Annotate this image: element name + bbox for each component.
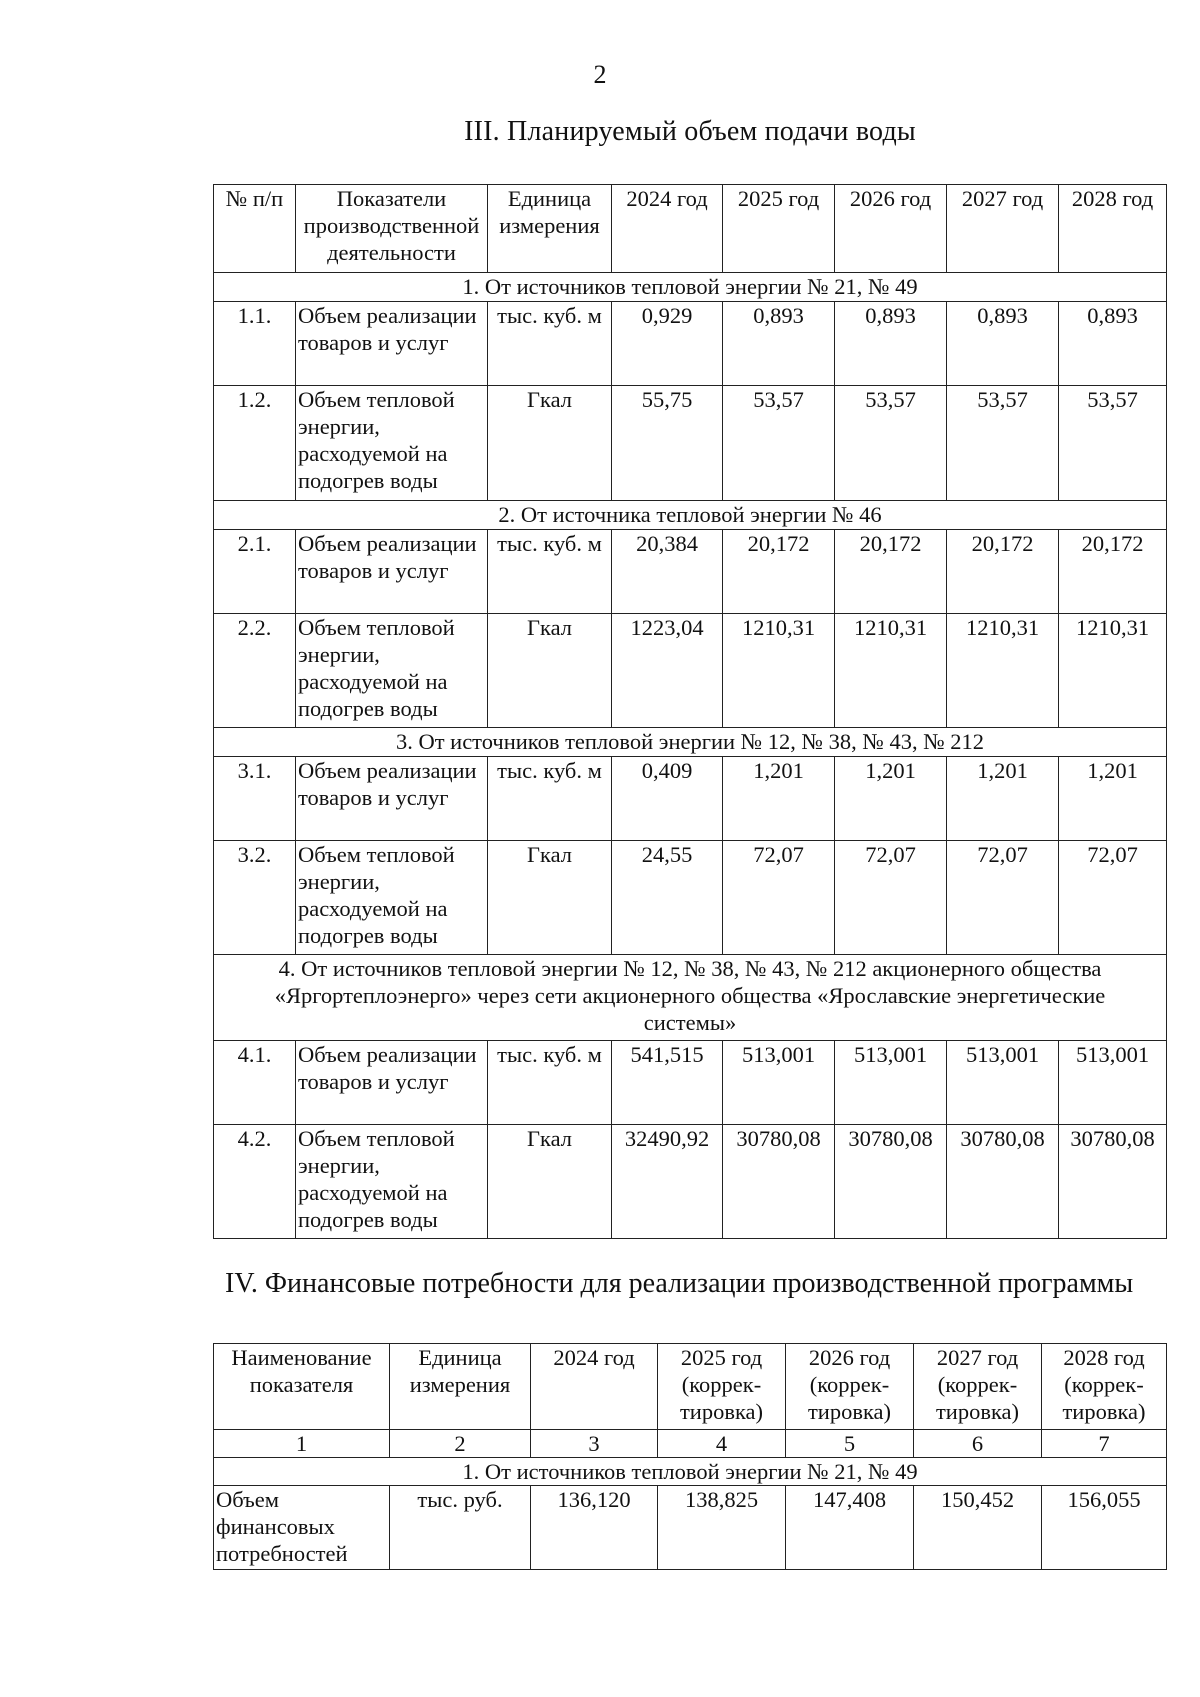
table-header-row	[214, 185, 1167, 273]
value-cell: 513,001	[1059, 1041, 1167, 1125]
value-cell: 53,57	[723, 386, 835, 501]
row-unit: тыс. куб. м	[488, 757, 612, 841]
value-cell: 72,07	[1059, 841, 1167, 955]
group-title: 1. От источников тепловой энергии № 21, № 49	[214, 273, 1167, 302]
value-cell: 30780,08	[835, 1125, 947, 1239]
row-indicator: Объем реализации товаров и услуг	[296, 757, 488, 841]
group-title-row	[214, 501, 1167, 530]
column-number-row	[214, 1430, 1167, 1458]
header-year: 2028 год (коррек-тировка)	[1042, 1344, 1167, 1430]
table-row	[214, 530, 1167, 614]
value-cell: 1,201	[835, 757, 947, 841]
row-indicator: Объем тепловой энергии, расходуемой на подогрев воды	[296, 1125, 488, 1239]
table-row	[214, 757, 1167, 841]
row-unit: Гкал	[488, 1125, 612, 1239]
row-indicator: Объем реализации товаров и услуг	[296, 1041, 488, 1125]
header-year: 2026 год	[835, 185, 947, 273]
table-row	[214, 386, 1167, 501]
value-cell: 150,452	[914, 1486, 1042, 1570]
value-cell: 541,515	[612, 1041, 723, 1125]
group-title: 1. От источников тепловой энергии № 21, № 49	[214, 1458, 1167, 1486]
row-indicator: Объем тепловой энергии, расходуемой на подогрев воды	[296, 614, 488, 728]
section-4-title: IV. Финансовые потребности для реализации производственной программы	[225, 1268, 1134, 1299]
header-year: 2028 год	[1059, 185, 1167, 273]
value-cell: 53,57	[947, 386, 1059, 501]
header-year: 2024 год	[612, 185, 723, 273]
page-number: 2	[593, 60, 607, 89]
group-title-row	[214, 955, 1167, 1041]
value-cell: 1210,31	[947, 614, 1059, 728]
row-unit: тыс. руб.	[390, 1486, 531, 1570]
header-indicator: Показатели производственной деятельности	[296, 185, 488, 273]
value-cell: 147,408	[786, 1486, 914, 1570]
table-row	[214, 1041, 1167, 1125]
row-unit: тыс. куб. м	[488, 530, 612, 614]
table-row	[214, 1125, 1167, 1239]
value-cell: 55,75	[612, 386, 723, 501]
row-number: 2.2.	[214, 614, 296, 728]
group-title: 4. От источников тепловой энергии № 12, № 38, № 43, № 212 акционерного общества «Яргортеплоэнерго» через сети акционерного общества «Ярославские энергетические системы»	[214, 955, 1167, 1041]
column-number: 6	[914, 1430, 1042, 1458]
row-number: 2.1.	[214, 530, 296, 614]
table-row	[214, 302, 1167, 386]
value-cell: 136,120	[531, 1486, 658, 1570]
value-cell: 0,893	[947, 302, 1059, 386]
value-cell: 0,409	[612, 757, 723, 841]
water-supply-table	[213, 184, 1167, 1239]
column-number: 4	[658, 1430, 786, 1458]
value-cell: 72,07	[947, 841, 1059, 955]
value-cell: 53,57	[1059, 386, 1167, 501]
value-cell: 1210,31	[835, 614, 947, 728]
row-indicator: Объем реализации товаров и услуг	[296, 530, 488, 614]
header-year: 2026 год (коррек-тировка)	[786, 1344, 914, 1430]
column-number: 7	[1042, 1430, 1167, 1458]
row-number: 4.2.	[214, 1125, 296, 1239]
value-cell: 53,57	[835, 386, 947, 501]
group-title-row	[214, 273, 1167, 302]
row-indicator: Объем тепловой энергии, расходуемой на подогрев воды	[296, 386, 488, 501]
value-cell: 1210,31	[723, 614, 835, 728]
row-number: 3.1.	[214, 757, 296, 841]
row-unit: тыс. куб. м	[488, 1041, 612, 1125]
value-cell: 72,07	[835, 841, 947, 955]
table-row	[214, 841, 1167, 955]
header-name: Наименование показателя	[214, 1344, 390, 1430]
row-indicator: Объем тепловой энергии, расходуемой на подогрев воды	[296, 841, 488, 955]
table-header-row	[214, 1344, 1167, 1430]
group-title: 3. От источников тепловой энергии № 12, № 38, № 43, № 212	[214, 728, 1167, 757]
column-number: 5	[786, 1430, 914, 1458]
value-cell: 32490,92	[612, 1125, 723, 1239]
column-number: 2	[390, 1430, 531, 1458]
value-cell: 20,172	[1059, 530, 1167, 614]
value-cell: 138,825	[658, 1486, 786, 1570]
value-cell: 72,07	[723, 841, 835, 955]
row-indicator: Объем финансовых потребностей	[214, 1486, 390, 1570]
value-cell: 30780,08	[1059, 1125, 1167, 1239]
header-no: № п/п	[214, 185, 296, 273]
financial-needs-table	[213, 1343, 1167, 1570]
group-title: 2. От источника тепловой энергии № 46	[214, 501, 1167, 530]
value-cell: 1,201	[947, 757, 1059, 841]
value-cell: 513,001	[723, 1041, 835, 1125]
value-cell: 30780,08	[947, 1125, 1059, 1239]
value-cell: 156,055	[1042, 1486, 1167, 1570]
table-row	[214, 1486, 1167, 1570]
value-cell: 513,001	[835, 1041, 947, 1125]
section-3-title: III. Планируемый объем подачи воды	[464, 116, 916, 147]
value-cell: 0,929	[612, 302, 723, 386]
row-number: 1.2.	[214, 386, 296, 501]
row-unit: тыс. куб. м	[488, 302, 612, 386]
value-cell: 0,893	[835, 302, 947, 386]
value-cell: 30780,08	[723, 1125, 835, 1239]
row-unit: Гкал	[488, 386, 612, 501]
value-cell: 1223,04	[612, 614, 723, 728]
header-year: 2027 год (коррек-тировка)	[914, 1344, 1042, 1430]
group-title-row	[214, 728, 1167, 757]
column-number: 3	[531, 1430, 658, 1458]
row-unit: Гкал	[488, 841, 612, 955]
value-cell: 0,893	[723, 302, 835, 386]
value-cell: 1210,31	[1059, 614, 1167, 728]
value-cell: 24,55	[612, 841, 723, 955]
header-year: 2025 год (коррек-тировка)	[658, 1344, 786, 1430]
value-cell: 513,001	[947, 1041, 1059, 1125]
group-title-row	[214, 1458, 1167, 1486]
row-indicator: Объем реализации товаров и услуг	[296, 302, 488, 386]
value-cell: 1,201	[723, 757, 835, 841]
table-row	[214, 614, 1167, 728]
header-year: 2027 год	[947, 185, 1059, 273]
value-cell: 20,172	[947, 530, 1059, 614]
value-cell: 0,893	[1059, 302, 1167, 386]
column-number: 1	[214, 1430, 390, 1458]
header-unit: Единица измерения	[488, 185, 612, 273]
row-number: 3.2.	[214, 841, 296, 955]
row-number: 1.1.	[214, 302, 296, 386]
value-cell: 20,172	[723, 530, 835, 614]
value-cell: 20,384	[612, 530, 723, 614]
row-number: 4.1.	[214, 1041, 296, 1125]
value-cell: 1,201	[1059, 757, 1167, 841]
header-year: 2025 год	[723, 185, 835, 273]
row-unit: Гкал	[488, 614, 612, 728]
value-cell: 20,172	[835, 530, 947, 614]
header-year: 2024 год	[531, 1344, 658, 1430]
header-unit: Единица измерения	[390, 1344, 531, 1430]
